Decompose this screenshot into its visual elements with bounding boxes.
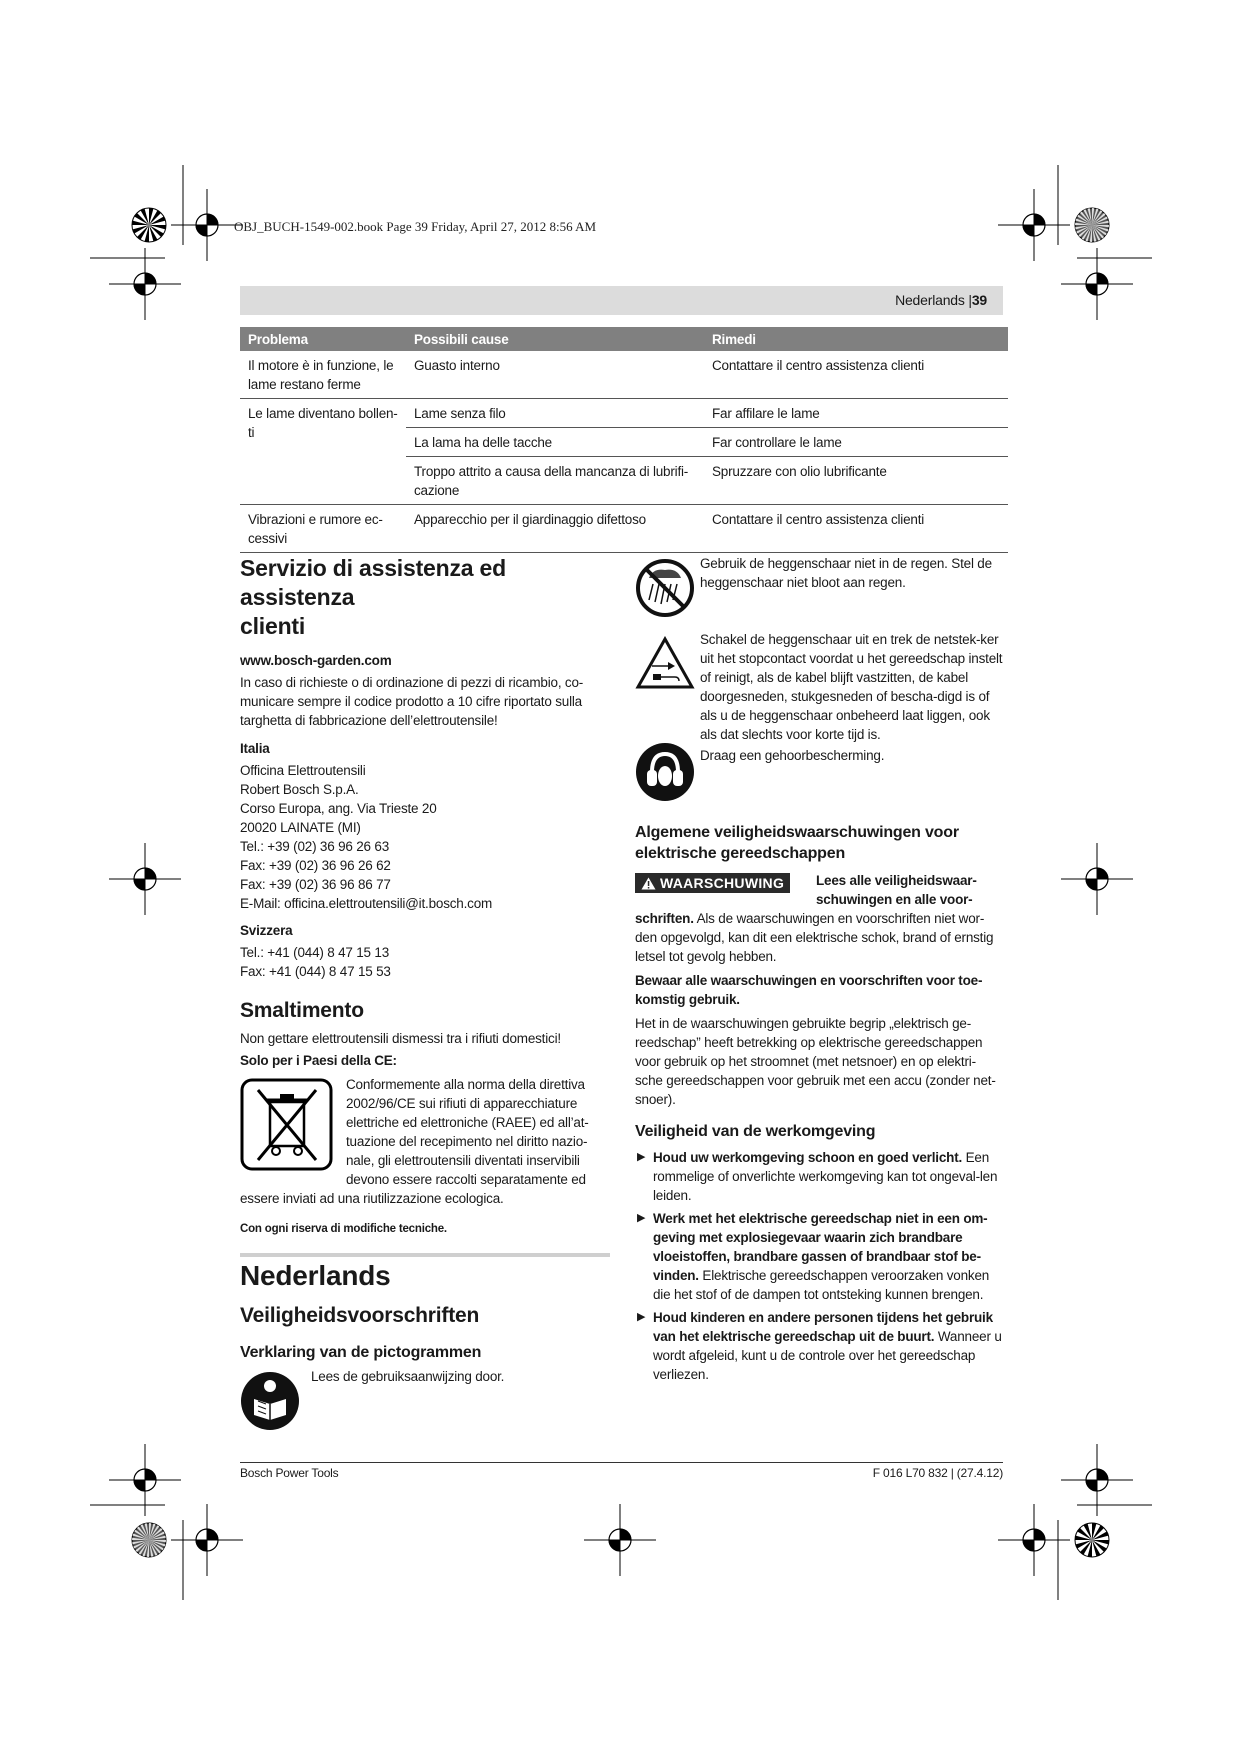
picto-ear-text: Draag een gehoorbescherming. [700, 748, 885, 763]
term-definition: Het in de waarschuwingen gebruikte begrip „elektrisch ge-reedschap” heeft betrekking op elektrische gereedschappen voor gebruik op het stroomnet (met netsnoer) en op elektri-sche gereedschappen voor gebruik met een accu (zonder net-snoer). [635, 1016, 996, 1107]
picto-rain-row [635, 554, 1003, 624]
list-item: ▶ Houd kinderen en andere personen tijdens het gebruik van het elektrische gereedschap uit de buurt. Wanneer u wordt afgeleid, kunt u de controle over het gereedschap verliezen. [637, 1310, 1002, 1382]
italia-label: Italia [240, 741, 270, 756]
keep-instructions: Bewaar alle waarschuwingen en voorschriften voor toe-komstig gebruik. [635, 973, 983, 1007]
language-label: Nederlands [895, 292, 965, 308]
separator: | [968, 292, 972, 308]
crossed-bin-icon [240, 1078, 333, 1171]
section-divider [240, 1253, 610, 1257]
warning-triangle-icon [641, 877, 656, 890]
language-bar [240, 286, 1003, 315]
bullet-arrow-icon: ▶ [637, 1311, 646, 1323]
right-column [635, 554, 1003, 1388]
disposal-ce-label: Solo per i Paesi della CE: [240, 1053, 397, 1068]
picto-read-row [240, 1367, 610, 1431]
bullet-arrow-icon: ▶ [637, 1151, 646, 1163]
service-title: Servizio di assistenza ed assistenza clienti [240, 555, 507, 639]
picto-read-text: Lees de gebruiksaanwijzing door. [311, 1369, 505, 1384]
list-item: ▶ Werk met het elektrische gereedschap niet in een om-geving met explosiegevaar waarin zich brandbare vloeistoffen, brandbare gassen of brandbaar stof be-vinden. Elektrische gereedschappen veroorzaken vonken die het stof of de dampen tot ontsteking kunnen brengen. [637, 1211, 990, 1302]
weee-text-cont: essere inviati ad una riutilizzazione ecologica. [240, 1191, 504, 1206]
cell-cause: Apparecchio per il giardinaggio difettoso [406, 505, 704, 553]
dutch-intro [240, 1260, 610, 1431]
table-header-row [240, 327, 1008, 351]
cell-cause: Troppo attrito a causa della mancanza di lubrifi-cazione [406, 457, 704, 505]
cell-remedy: Far controllare le lame [704, 428, 1008, 457]
service-intro: In caso di richieste o di ordinazione di pezzi di ricambio, co-municare sempre il codice prodotto a 10 cifre riportato sulla targhetta di fabbricazione dell’elettroutensile! [240, 675, 584, 728]
workplace-title: Veiligheid van de werkomgeving [635, 1123, 876, 1140]
picto-ear-row [635, 746, 1003, 810]
cell-problem: Vibrazioni e rumore ec-cessivi [240, 505, 406, 553]
footer-right: F 016 L70 832 | (27.4.12) [872, 1466, 1003, 1480]
cell-remedy: Spruzzare con olio lubrificante [704, 457, 1008, 505]
picto-plug-text: Schakel de heggenschaar uit en trek de netstek-ker uit het stopcontact voordat u het gereedschap instelt of reinigt, als de kabel blijft vastzitten, de kabel doorgesneden, stukgesneden of bescha-digd is of als u de heggenschaar onbeheerd laat liggen, ook als dat slechts voor korte tijd is. [700, 632, 1003, 742]
warning-badge [635, 873, 790, 893]
cell-remedy: Far affilare le lame [704, 399, 1008, 428]
general-warnings-title: Algemene veiligheidswaarschuwingen voor elektrische gereedschappen [635, 824, 959, 862]
bullet-arrow-icon: ▶ [637, 1212, 646, 1224]
cell-problem: Il motore è in funzione, le lame restano ferme [240, 351, 406, 399]
cell-cause: Lame senza filo [406, 399, 704, 428]
picto-rain-text: Gebruik de heggenschaar niet in de regen. Stel de heggenschaar niet bloot aan regen. [700, 556, 992, 590]
header-causes: Possibili cause [406, 327, 704, 351]
reserve-note: Con ogni riserva di modifiche tecniche. [240, 1223, 447, 1235]
table-row [240, 351, 1008, 399]
header-problem: Problema [240, 327, 406, 351]
italia-address: Officina Elettroutensili Robert Bosch S.p.A. Corso Europa, ang. Via Trieste 20 20020 LAINATE (MI) Tel.: +39 (02) 36 96 26 63 Fax: +39 (02) 36 96 26 62 Fax: +39 (02) 36 96 86 77 E-Mail: officina.elettroutensili@it.bosch.com [240, 761, 610, 913]
table-row [240, 399, 1008, 428]
weee-block [240, 1075, 610, 1189]
list-item: ▶ Houd uw werkomgeving schoon en goed verlicht. Een rommelige of onverlichte werkomgeving kan tot ongeval-len leiden. [637, 1150, 998, 1203]
workplace-list [635, 1148, 1003, 1384]
page-number: 39 [971, 292, 987, 308]
picto-plug-row [635, 630, 1003, 746]
header-remedies: Rimedi [704, 327, 1008, 351]
service-url[interactable]: www.bosch-garden.com [240, 653, 392, 668]
warning-label: WAARSCHUWING [660, 875, 785, 891]
cell-cause: La lama ha delle tacche [406, 428, 704, 457]
disposal-text: Non gettare elettroutensili dismessi tra i rifiuti domestici! [240, 1031, 561, 1046]
svizzera-label: Svizzera [240, 923, 293, 938]
warning-text: schriften. Als de waarschuwingen en voorschriften niet wor-den opgevolgd, kan dit een elektrische schok, brand of ernstig letsel tot gevolg hebben. [635, 911, 994, 964]
no-rain-icon [635, 558, 695, 618]
footer-left: Bosch Power Tools [240, 1466, 339, 1480]
ear-protection-icon [635, 742, 695, 802]
unplug-warning-icon [635, 636, 695, 690]
disposal-title: Smaltimento [240, 999, 364, 1022]
table-row [240, 505, 1008, 553]
troubleshooting-table [240, 327, 1008, 553]
footer-rule [240, 1462, 1003, 1463]
weee-text: Conformemente alla norma della direttiva 2002/96/CE sui rifiuti di apparecchiature elettriche ed elettroniche (RAEE) ed all’at-tuazione del recepimento nel diritto nazio-nale, gli elettroutensili diventati inservibili devono essere raccolti separatamente ed [346, 1077, 589, 1187]
cell-remedy: Contattare il centro assistenza clienti [704, 351, 1008, 399]
cell-remedy: Contattare il centro assistenza clienti [704, 505, 1008, 553]
warning-block [635, 871, 1003, 909]
safety-title: Veiligheidsvoorschriften [240, 1304, 480, 1327]
dutch-title: Nederlands [240, 1260, 391, 1291]
cell-problem: Le lame diventano bollen-ti [240, 399, 406, 505]
cell-cause: Guasto interno [406, 351, 704, 399]
warning-bold: Lees alle veiligheidswaar-schuwingen en alle voor- [816, 873, 977, 907]
svizzera-contacts: Tel.: +41 (044) 8 47 15 13 Fax: +41 (044) 8 47 15 53 [240, 945, 391, 979]
italia-email[interactable]: E-Mail: officina.elettroutensili@it.bosch.com [240, 896, 493, 911]
book-header: OBJ_BUCH-1549-002.book Page 39 Friday, April 27, 2012 8:56 AM [234, 219, 597, 234]
pictograms-title: Verklaring van de pictogrammen [240, 1344, 482, 1361]
left-column [240, 554, 610, 1235]
read-manual-icon [240, 1371, 300, 1431]
